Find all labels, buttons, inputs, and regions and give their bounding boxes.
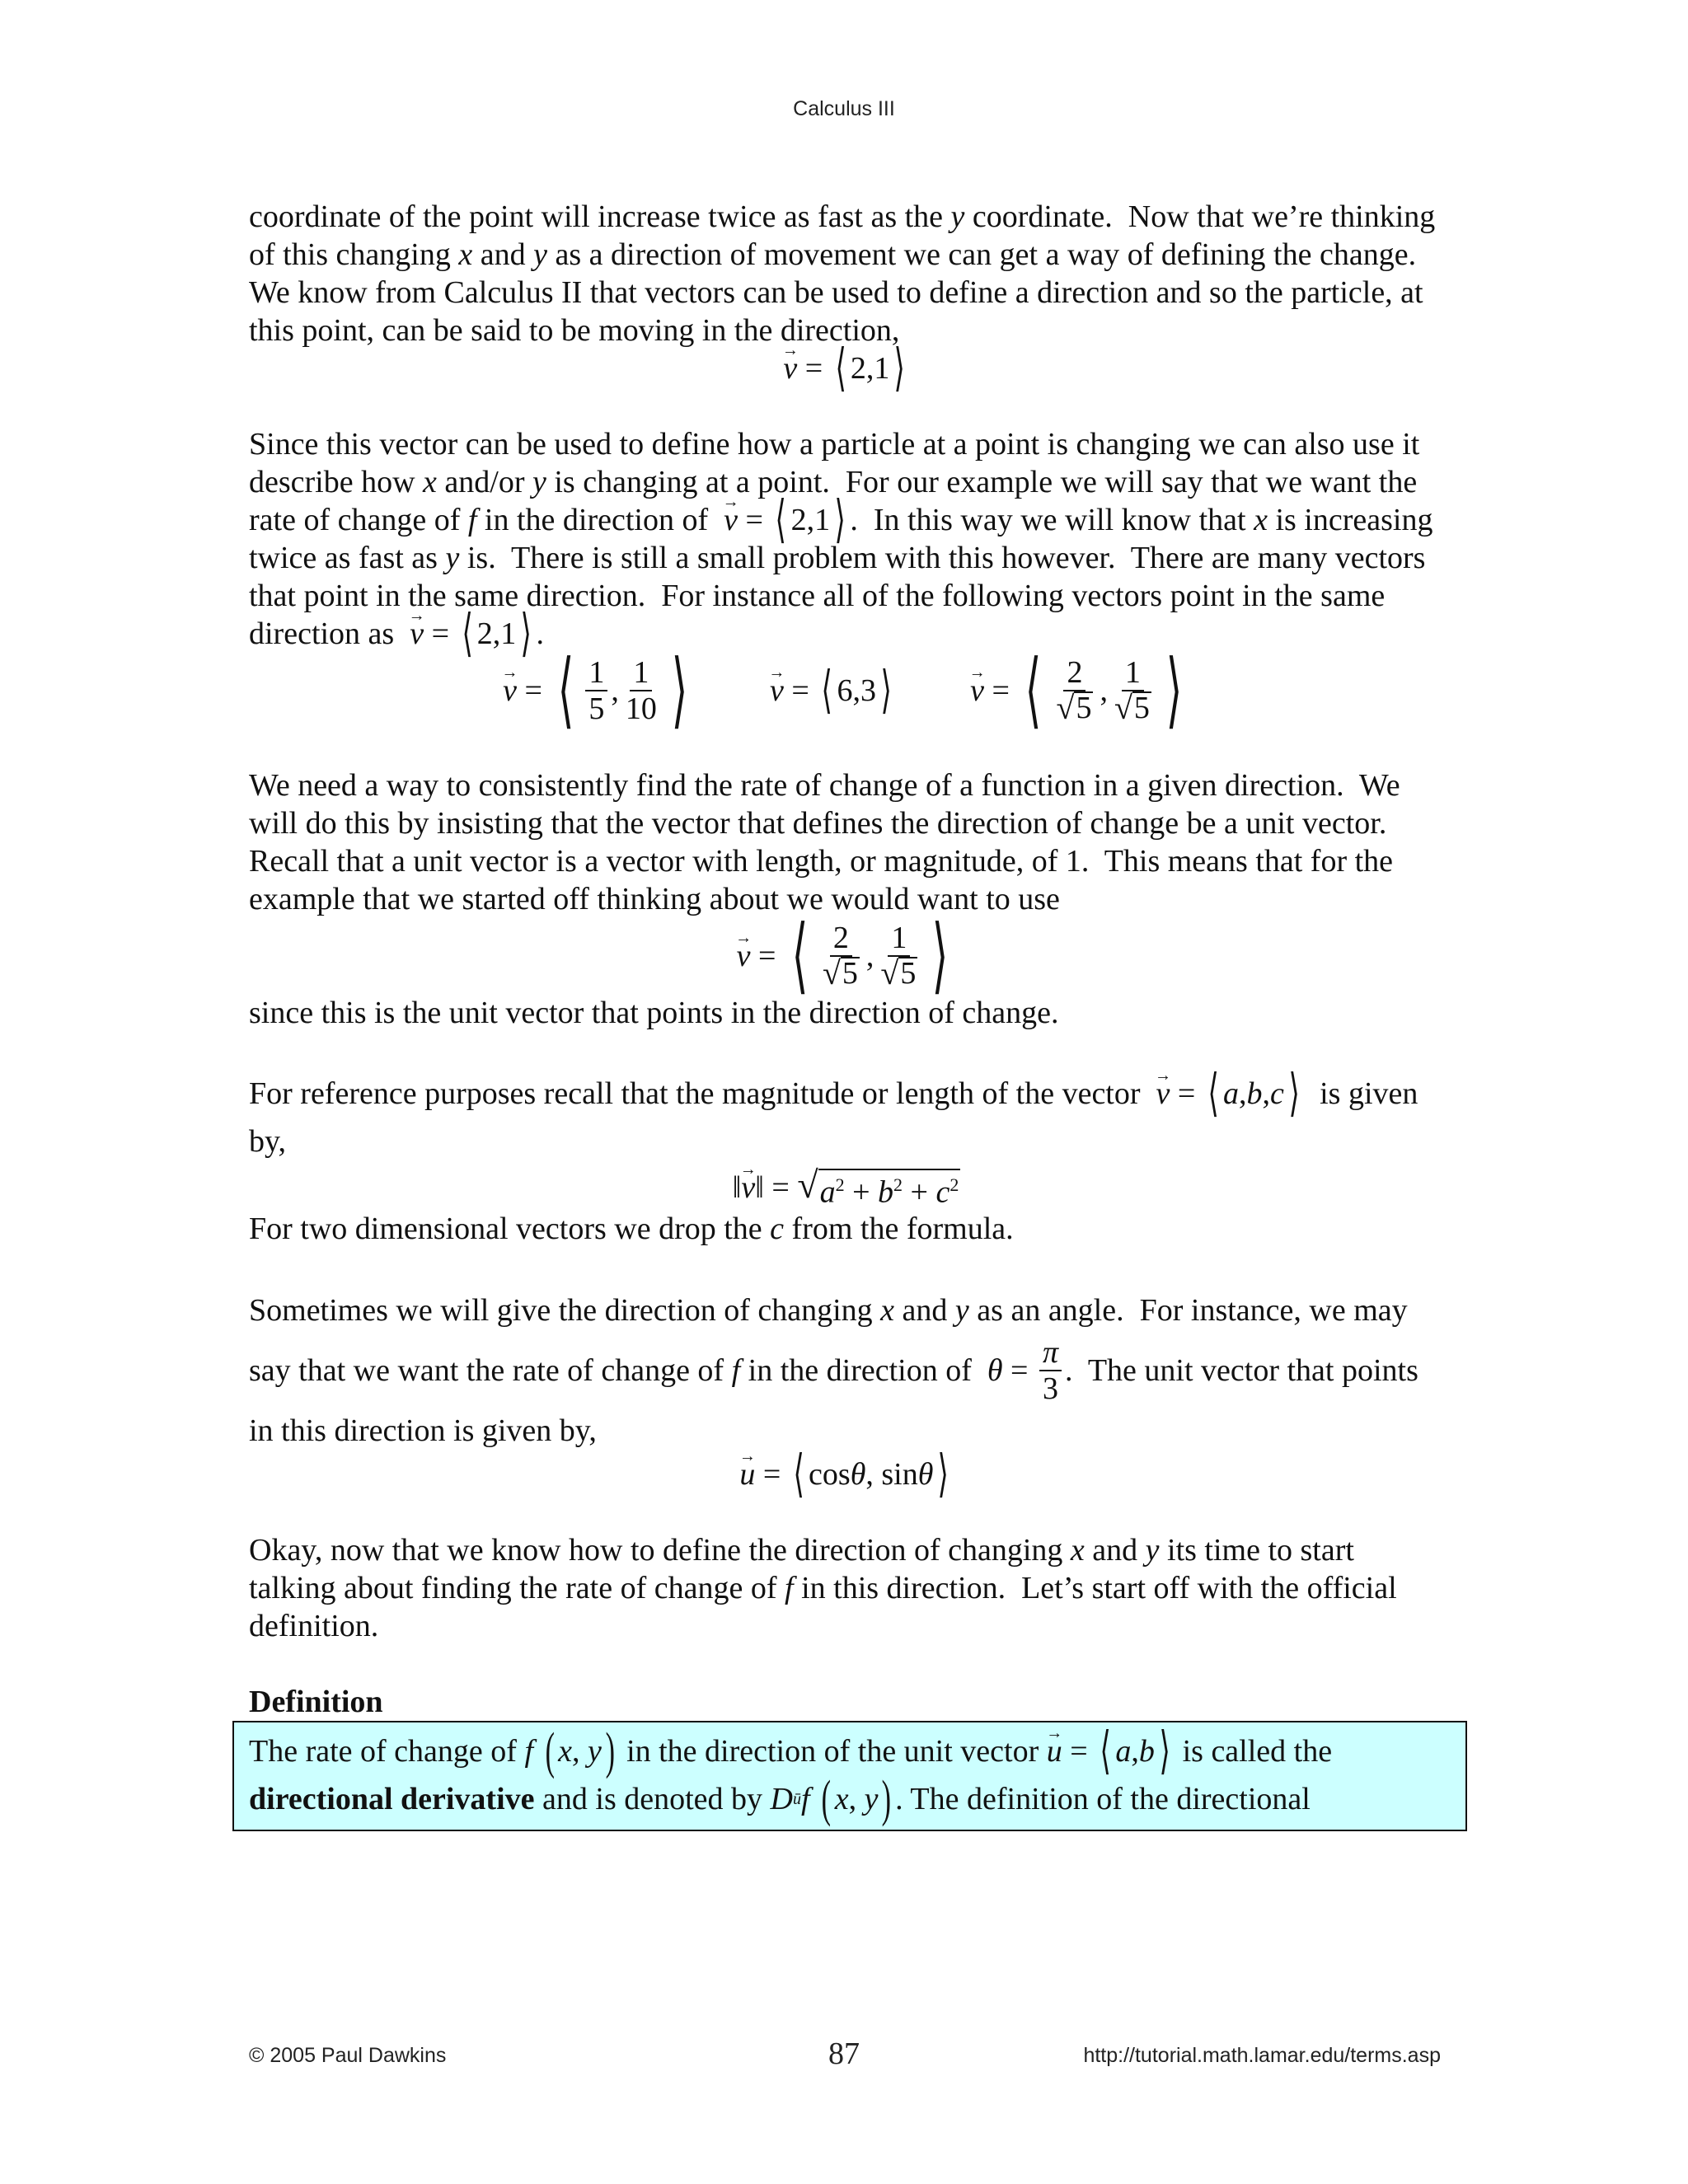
definition-title: Definition (249, 1685, 383, 1719)
paragraph-8: Okay, now that we know how to define the direction of changing x and y its time to start talking about finding the rate of change of f in this direction. Let’s start off with the official definition. (249, 1533, 1397, 1643)
paragraph-1: coordinate of the point will increase twice as fast as the y coordinate. Now that we’re thinking of this changing x and y as a direction of movement we can get a way of defining the change. We know from Calculus II that vectors can be used to define a direction and so the particle, at this point, can be said to be moving in the direction, (249, 199, 1436, 348)
footer-page-number: 87 (828, 2036, 860, 2071)
paragraph-2: Since this vector can be used to define how a particle at a point is changing we can also use it describe how x and/or y is changing at a point. For our example we will say that we want the rate of change of f in the direction of → v = ⟨ 2,1 ⟩ . In this way we will know that x is increasing twice as fast as y is. There is still a small problem with this however. There are many vectors that point in the same direction. For instance all of the following vectors point in the same direction as → v = ⟨ 2,1 ⟩ . (249, 425, 1444, 653)
equation-v-2-1: → v = ⟨ 2,1 ⟩ (249, 349, 1444, 387)
paragraph-6: For two dimensional vectors we drop the c from the formula. (249, 1212, 1014, 1246)
page-footer (0, 2036, 1688, 2077)
paragraph-5: For reference purposes recall that the magnitude or length of the vector → v = ⟨ a , b , c ⟩ is given by, (249, 1070, 1444, 1165)
equation-unit-vector: → v = ⟨ 2 √ 5 , 1 √ 5 ⟩ (249, 918, 1444, 994)
equation-u-cos-sin: → u = ⟨ cos θ , sin θ ⟩ (249, 1455, 1444, 1493)
paragraph-4: since this is the unit vector that points in the direction of change. (249, 996, 1059, 1030)
footer-url-link[interactable]: http://tutorial.math.lamar.edu/terms.asp (1083, 2044, 1441, 2067)
definition-box (232, 1721, 1467, 1831)
definition-text: The rate of change of f ( x , y ) in the direction of the unit vector → u = ⟨ a , b ⟩ is called the directional derivative and is denoted by D ū f ( x , y ) . The definition of the directional (249, 1727, 1451, 1823)
paragraph-7: Sometimes we will give the direction of changing x and y as an angle. For instance, we may say that we want the rate of change of f in the direction of θ = $\frac{\pi}{3}$ . The unit vector that points in this direction is given by, (249, 1293, 1418, 1448)
directional-derivative-term: directional derivative (249, 1782, 535, 1816)
paragraph-3: We need a way to consistently find the rate of change of a function in a given direction. We will do this by insisting that the vector that defines the direction of change be a unit vector. Recall that a unit vector is a vector with length, or magnitude, of 1. This means that for the example that we started off thinking about we would want to use (249, 768, 1400, 916)
equation-vector-examples (249, 644, 1444, 736)
vector-example-2: → v = ⟨ 6,3 ⟩ (770, 672, 896, 710)
page-content (249, 198, 1444, 1831)
footer-copyright: © 2005 Paul Dawkins (249, 2044, 447, 2067)
vector-example-1: → v = ⟨ $\frac{1}{5}$ , $\frac{1}{10}$ ⟩ (503, 655, 696, 726)
vector-example-3: → v = ⟨ 2 √ 5 , 1 √ 5 ⟩ (970, 655, 1190, 726)
equation-magnitude: ‖ → v ‖ = √ $a^2 + b^2 + c^2$ (249, 1165, 1444, 1210)
page-header-title: Calculus III (793, 97, 895, 120)
